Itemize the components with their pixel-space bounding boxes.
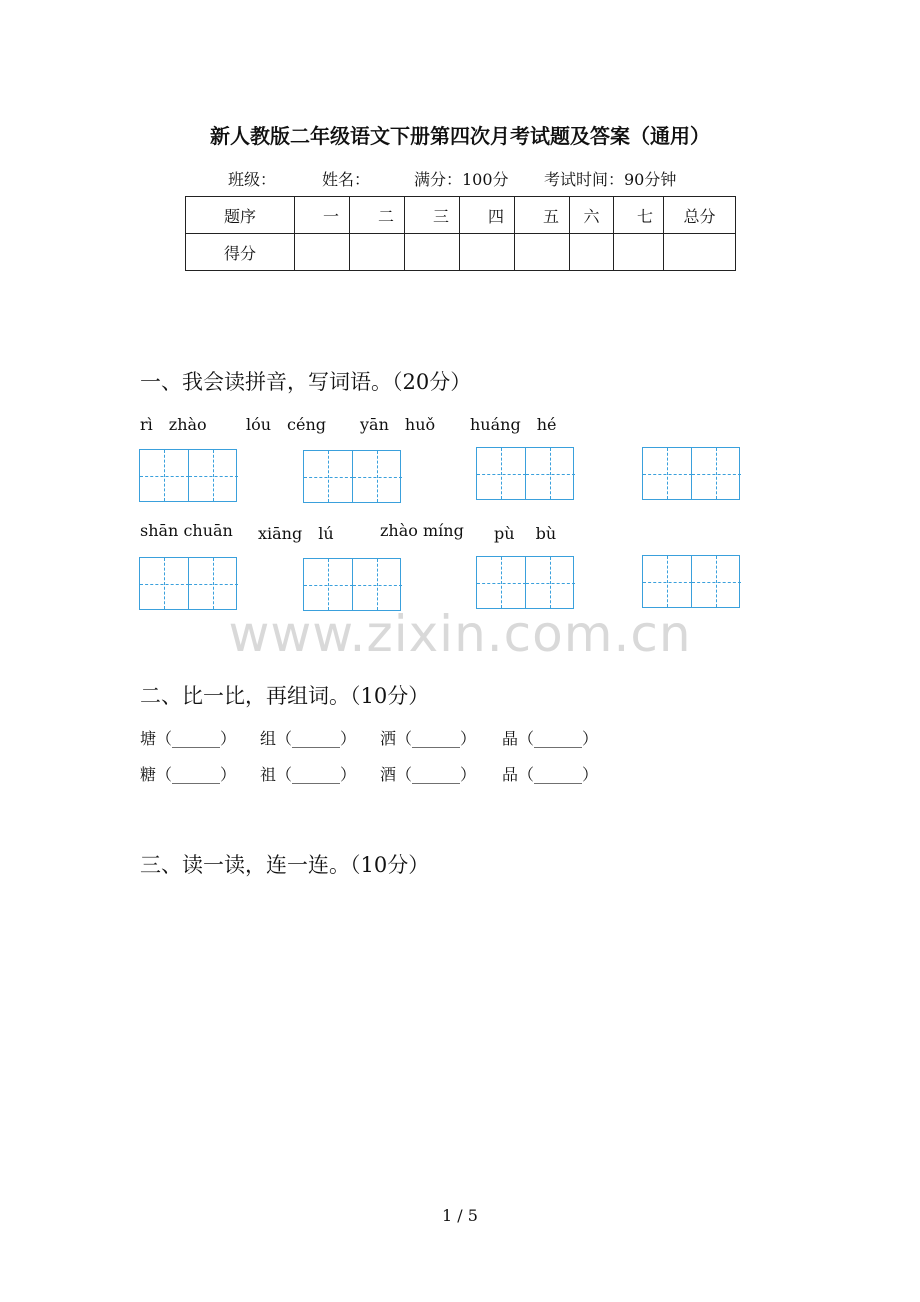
score-table-header-row	[186, 197, 736, 234]
writing-grid[interactable]	[303, 558, 401, 611]
class-label: 班级：	[228, 170, 277, 189]
word-blank[interactable]: 晶（______）	[502, 729, 599, 748]
pinyin-label: yān huǒ	[360, 415, 436, 434]
grid-cell	[189, 450, 238, 501]
pinyin-label: rì zhào	[140, 415, 207, 434]
grid-cell	[353, 559, 402, 610]
header-cell: 七	[614, 197, 664, 234]
grid-cell	[643, 556, 692, 607]
writing-grid[interactable]	[303, 450, 401, 503]
grid-cell	[477, 448, 526, 499]
section-1-heading: 一、我会读拼音，写词语。（20分）	[140, 370, 472, 394]
grid-cell	[304, 559, 353, 610]
grid-cell	[526, 448, 575, 499]
score-table	[185, 196, 736, 271]
pinyin-label: pù bù	[494, 524, 557, 543]
document-title: 新人教版二年级语文下册第四次月考试题及答案（通用）	[210, 124, 710, 148]
row-label: 得分	[186, 234, 295, 271]
pinyin-label: lóu céng	[246, 415, 327, 434]
score-cell[interactable]	[295, 234, 350, 271]
score-cell[interactable]	[570, 234, 614, 271]
page-number: 1 / 5	[442, 1206, 478, 1225]
word-blank[interactable]: 糖（______）	[140, 765, 237, 784]
writing-grid[interactable]	[642, 555, 740, 608]
grid-cell	[526, 557, 575, 608]
score-cell[interactable]	[350, 234, 405, 271]
section-2-heading: 二、比一比，再组词。（10分）	[140, 684, 430, 708]
score-table-score-row	[186, 234, 736, 271]
score-cell[interactable]	[515, 234, 570, 271]
score-cell[interactable]	[460, 234, 515, 271]
exam-time: 考试时间：90分钟	[544, 170, 677, 189]
score-cell[interactable]	[664, 234, 736, 271]
writing-grid[interactable]	[476, 447, 574, 500]
header-cell: 题序	[186, 197, 295, 234]
writing-grid[interactable]	[476, 556, 574, 609]
word-blank[interactable]: 祖（______）	[260, 765, 357, 784]
header-cell: 五	[515, 197, 570, 234]
grid-cell	[353, 451, 402, 502]
score-cell[interactable]	[614, 234, 664, 271]
header-cell: 三	[405, 197, 460, 234]
section-3-heading: 三、读一读，连一连。（10分）	[140, 853, 430, 877]
name-label: 姓名：	[322, 170, 371, 189]
pinyin-label: xiāng lú	[258, 524, 334, 543]
writing-grid[interactable]	[139, 557, 237, 610]
word-blank[interactable]: 塘（______）	[140, 729, 237, 748]
grid-cell	[304, 451, 353, 502]
header-cell: 四	[460, 197, 515, 234]
full-score: 满分：100分	[414, 170, 509, 189]
word-blank[interactable]: 品（______）	[502, 765, 599, 784]
word-blank[interactable]: 洒（______）	[380, 729, 477, 748]
header-cell: 二	[350, 197, 405, 234]
grid-cell	[189, 558, 238, 609]
grid-cell	[692, 556, 741, 607]
header-cell: 总分	[664, 197, 736, 234]
pinyin-label: huáng hé	[470, 415, 557, 434]
word-blank[interactable]: 酒（______）	[380, 765, 477, 784]
pinyin-label: zhào míng	[380, 521, 464, 540]
watermark: www.zixin.com.cn	[228, 605, 692, 663]
grid-cell	[692, 448, 741, 499]
grid-cell	[477, 557, 526, 608]
header-cell: 一	[295, 197, 350, 234]
writing-grid[interactable]	[642, 447, 740, 500]
pinyin-label: shān chuān	[140, 521, 233, 540]
score-cell[interactable]	[405, 234, 460, 271]
writing-grid[interactable]	[139, 449, 237, 502]
grid-cell	[643, 448, 692, 499]
word-blank[interactable]: 组（______）	[260, 729, 357, 748]
header-cell: 六	[570, 197, 614, 234]
grid-cell	[140, 558, 189, 609]
grid-cell	[140, 450, 189, 501]
